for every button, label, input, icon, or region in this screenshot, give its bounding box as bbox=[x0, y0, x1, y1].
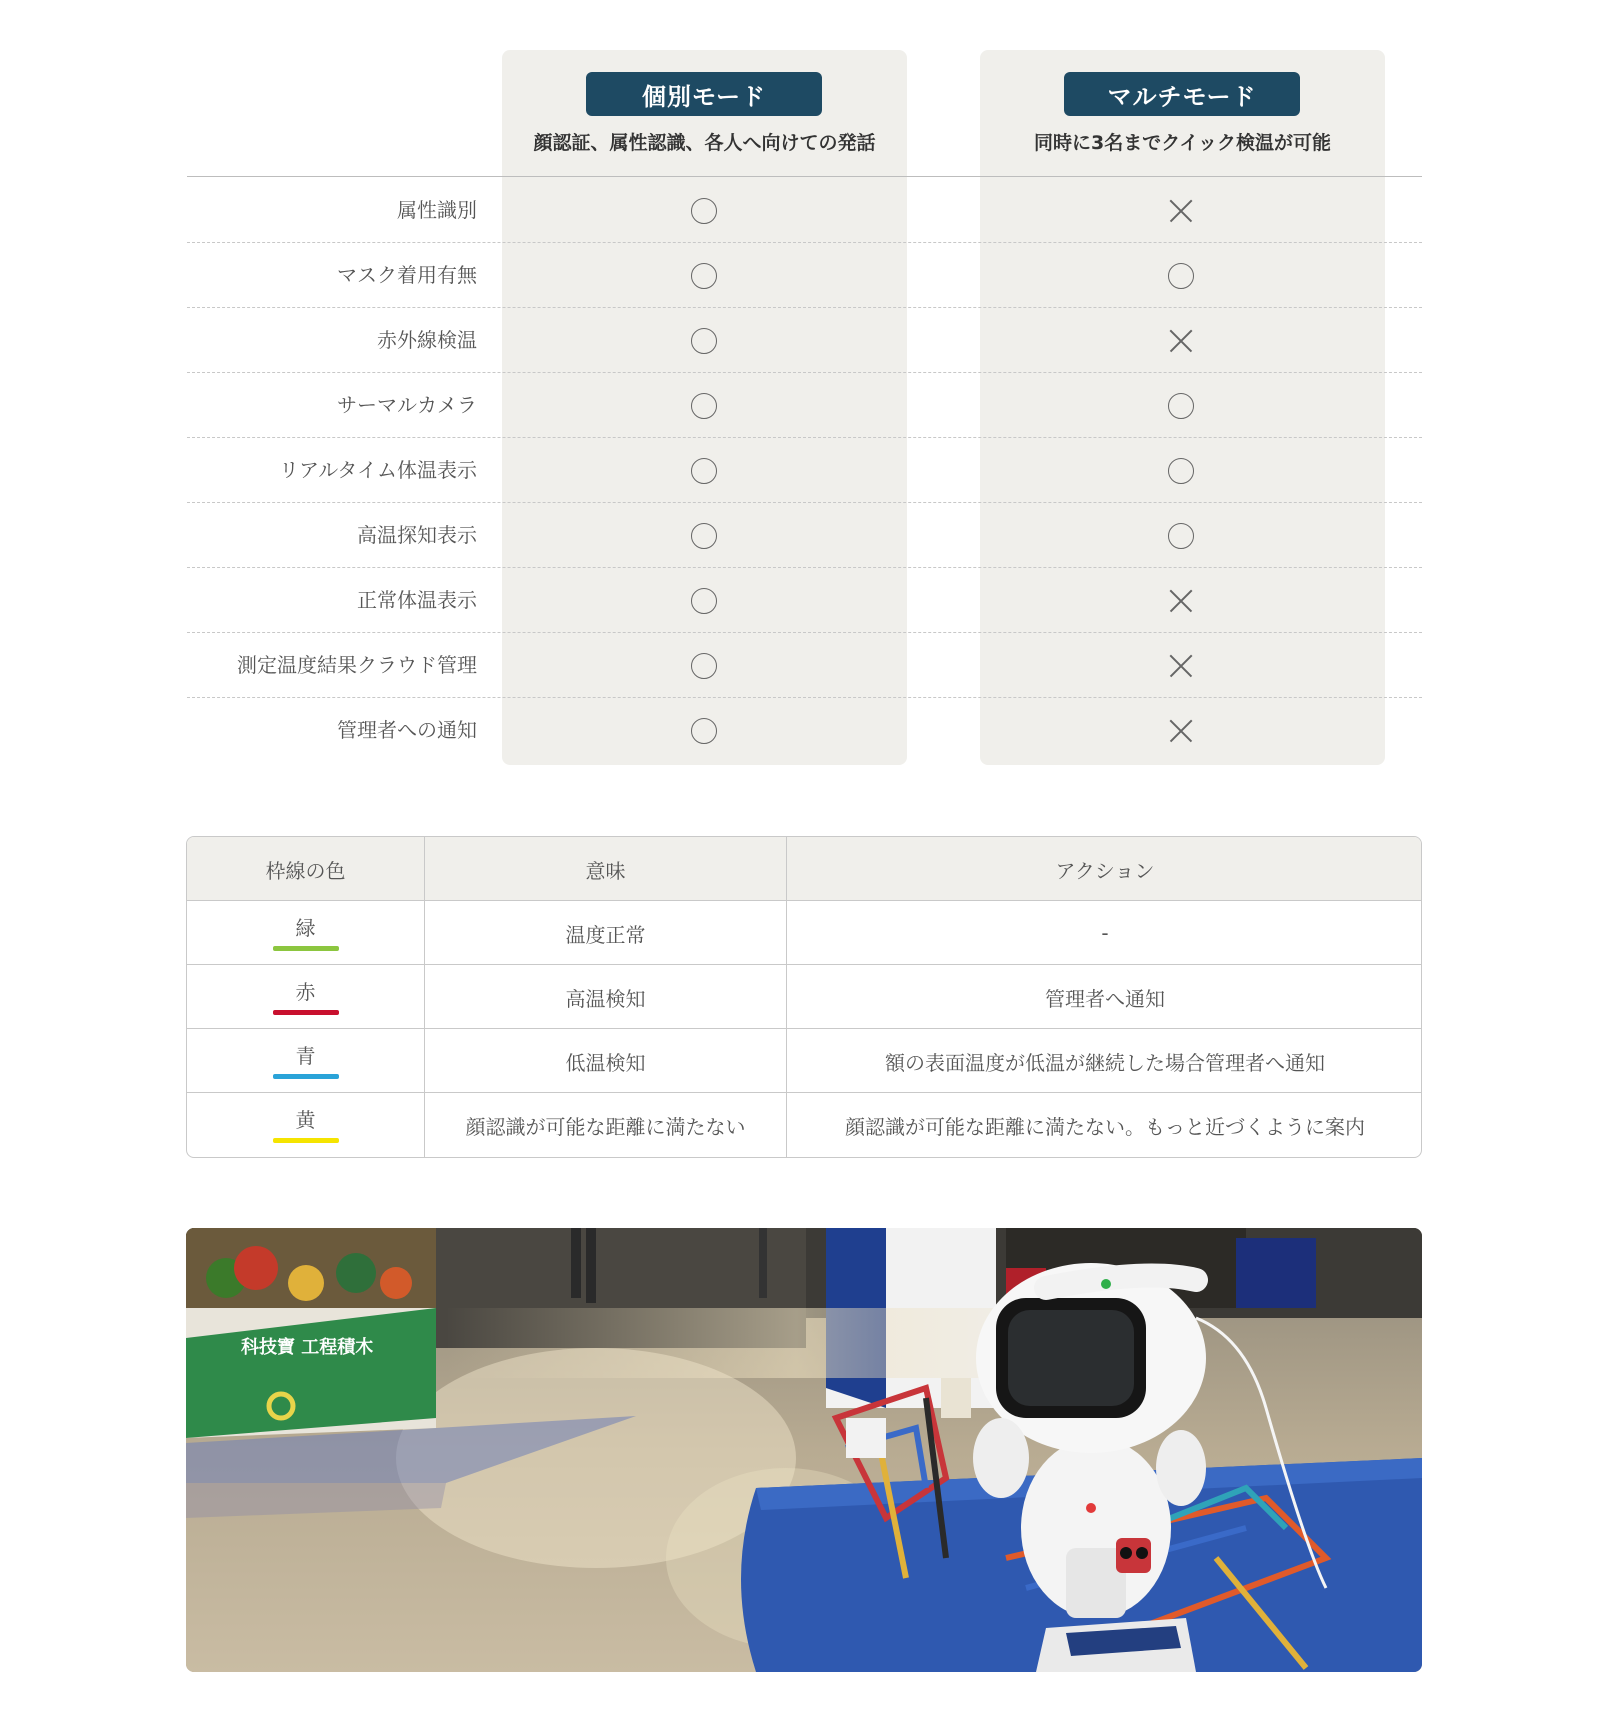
feature-label: 高温探知表示 bbox=[357, 523, 477, 547]
comparison-row bbox=[187, 568, 1422, 633]
meaning-cell: 温度正常 bbox=[425, 901, 787, 965]
unsupported-cross-icon bbox=[1168, 588, 1194, 614]
comparison-row bbox=[187, 308, 1422, 373]
feature-label: サーマルカメラ bbox=[337, 393, 477, 417]
color-swatch bbox=[273, 946, 339, 951]
header-meaning: 意味 bbox=[425, 837, 787, 901]
unsupported-cross-icon bbox=[1168, 718, 1194, 744]
action-cell: - bbox=[1101, 921, 1109, 945]
individual-mode-description: 顔認証、属性認識、各人へ向けての発話 bbox=[533, 132, 876, 154]
meaning-cell: 高温検知 bbox=[425, 965, 787, 1029]
robot-exhibition-photo bbox=[186, 1228, 1422, 1672]
multi-mode-description: 同時に3名までクイック検温が可能 bbox=[1034, 132, 1331, 154]
legend-header-row bbox=[187, 837, 1422, 901]
frame-color-cell bbox=[187, 1093, 425, 1157]
supported-circle-icon bbox=[691, 653, 717, 679]
supported-circle-icon bbox=[1168, 263, 1194, 289]
comparison-row bbox=[187, 438, 1422, 503]
feature-label: 赤外線検温 bbox=[377, 328, 477, 352]
frame-color-cell bbox=[187, 901, 425, 965]
photo-illustration bbox=[186, 1228, 1422, 1672]
action-cell: 顔認識が可能な距離に満たない。もっと近づくように案内 bbox=[845, 1114, 1365, 1139]
mode-comparison-table bbox=[187, 50, 1422, 770]
supported-circle-icon bbox=[691, 393, 717, 419]
multi-mode-badge: マルチモード bbox=[1064, 72, 1300, 116]
frame-color-cell bbox=[187, 965, 425, 1029]
comparison-row bbox=[187, 243, 1422, 308]
supported-circle-icon bbox=[691, 328, 717, 354]
feature-label: マスク着用有無 bbox=[337, 263, 477, 287]
color-swatch bbox=[273, 1010, 339, 1015]
legend-row bbox=[187, 965, 1422, 1029]
legend-row bbox=[187, 1029, 1422, 1093]
header-divider bbox=[187, 176, 1422, 177]
feature-label: リアルタイム体温表示 bbox=[279, 458, 477, 482]
header-action: アクション bbox=[1055, 858, 1155, 883]
legend-row bbox=[187, 1093, 1422, 1157]
feature-label: 管理者への通知 bbox=[337, 718, 477, 742]
action-cell: 額の表面温度が低温が継続した場合管理者へ通知 bbox=[885, 1050, 1325, 1075]
booth-sign-text: 科技寶 工程積木 bbox=[241, 1337, 374, 1358]
supported-circle-icon bbox=[691, 588, 717, 614]
frame-color-name: 赤 bbox=[295, 979, 316, 1004]
supported-circle-icon bbox=[691, 523, 717, 549]
frame-color-name: 青 bbox=[295, 1043, 316, 1068]
frame-color-legend-table bbox=[186, 836, 1422, 1158]
frame-color-name: 黄 bbox=[295, 1107, 316, 1132]
individual-mode-badge: 個別モード bbox=[586, 72, 822, 116]
comparison-row bbox=[187, 503, 1422, 568]
feature-label: 正常体温表示 bbox=[357, 588, 477, 612]
supported-circle-icon bbox=[691, 263, 717, 289]
comparison-row bbox=[187, 633, 1422, 698]
color-swatch bbox=[273, 1074, 339, 1079]
supported-circle-icon bbox=[1168, 523, 1194, 549]
action-cell: 管理者へ通知 bbox=[1045, 986, 1165, 1011]
unsupported-cross-icon bbox=[1168, 198, 1194, 224]
comparison-row bbox=[187, 373, 1422, 438]
legend-row bbox=[187, 901, 1422, 965]
feature-label: 測定温度結果クラウド管理 bbox=[237, 653, 477, 677]
comparison-row bbox=[187, 698, 1422, 763]
comparison-row bbox=[187, 178, 1422, 243]
supported-circle-icon bbox=[691, 198, 717, 224]
unsupported-cross-icon bbox=[1168, 328, 1194, 354]
supported-circle-icon bbox=[1168, 393, 1194, 419]
supported-circle-icon bbox=[691, 718, 717, 744]
frame-color-name: 緑 bbox=[295, 915, 316, 940]
frame-color-cell bbox=[187, 1029, 425, 1093]
color-swatch bbox=[273, 1138, 339, 1143]
meaning-cell: 低温検知 bbox=[425, 1029, 787, 1093]
meaning-cell: 顔認識が可能な距離に満たない bbox=[425, 1093, 787, 1157]
feature-label: 属性識別 bbox=[397, 198, 477, 222]
supported-circle-icon bbox=[1168, 458, 1194, 484]
supported-circle-icon bbox=[691, 458, 717, 484]
unsupported-cross-icon bbox=[1168, 653, 1194, 679]
header-frame-color: 枠線の色 bbox=[187, 837, 425, 901]
